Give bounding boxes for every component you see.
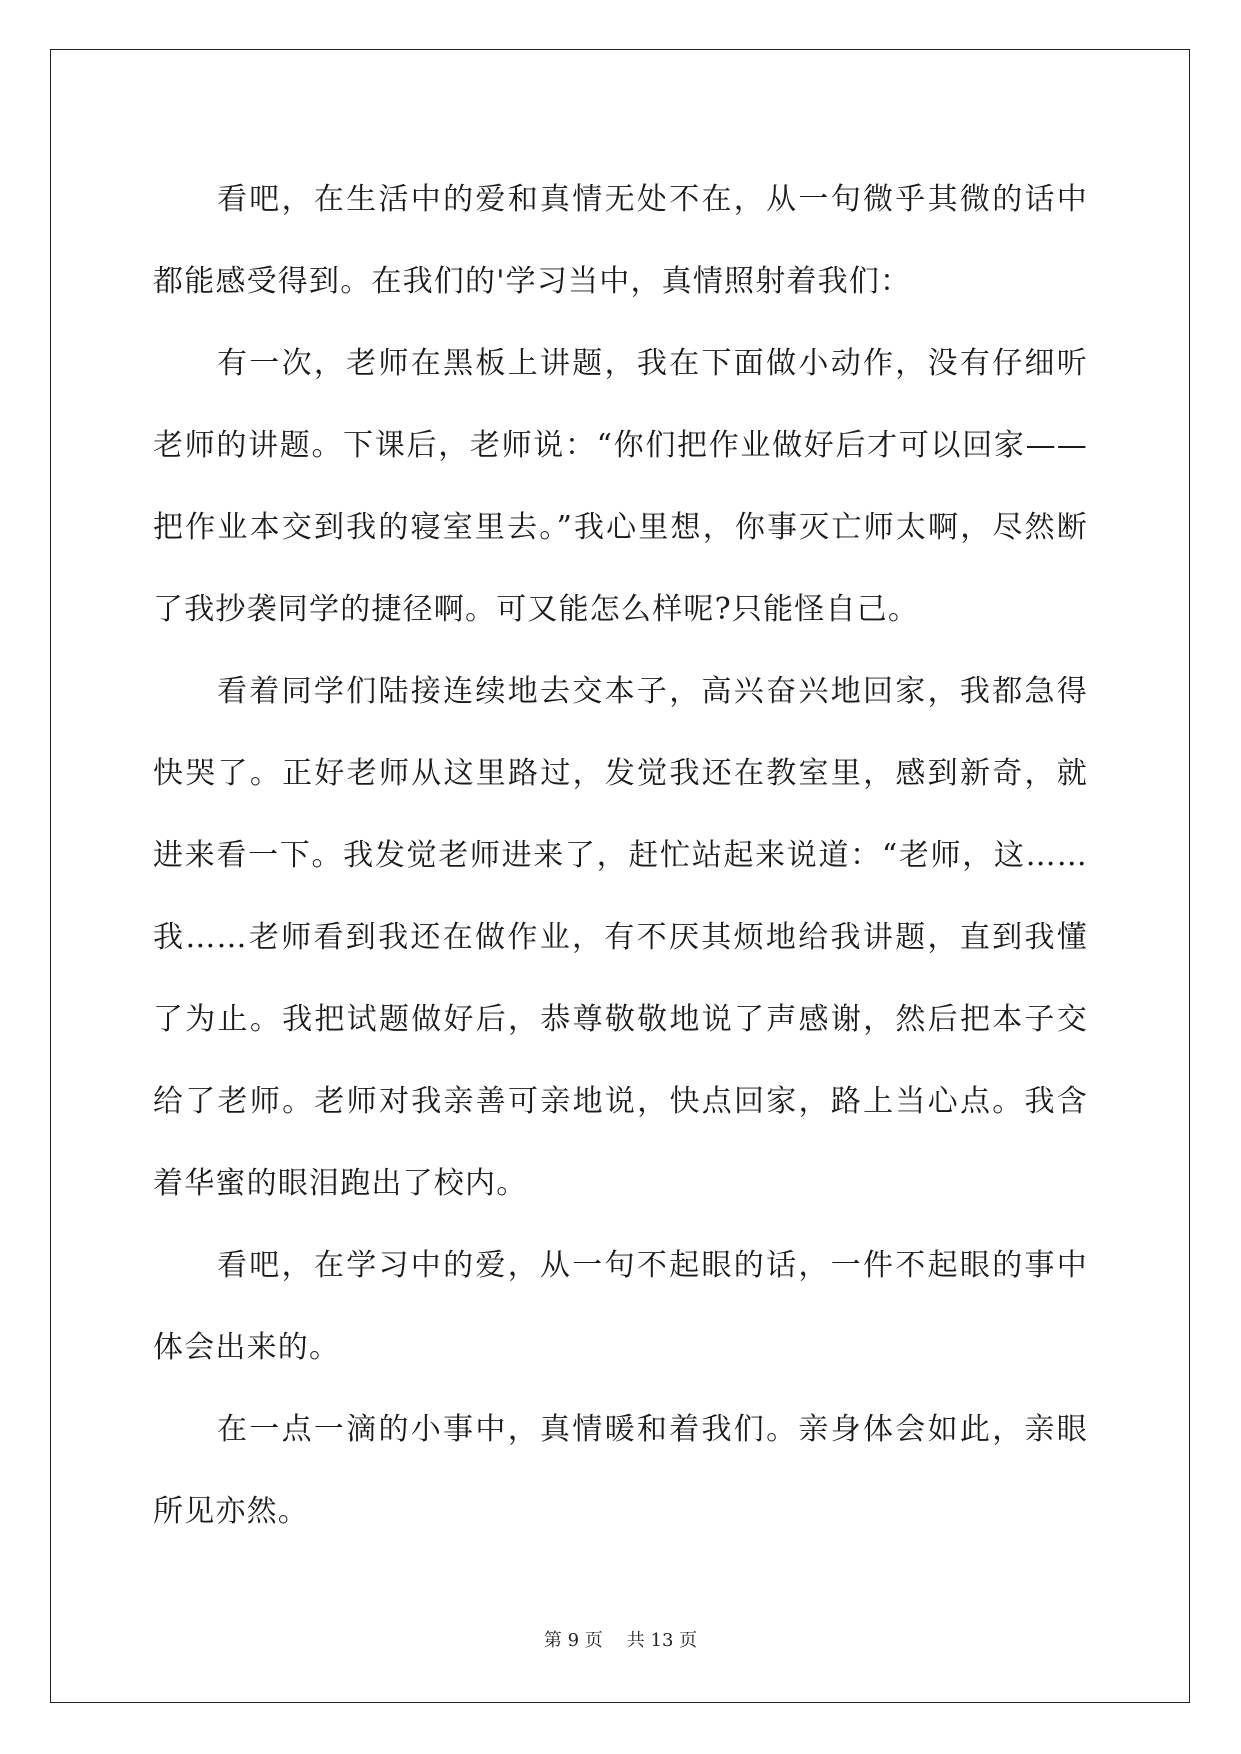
paragraph: 看吧，在学习中的爱，从一句不起眼的话，一件不起眼的事中体会出来的。 (153, 1248, 1088, 1365)
page-number: 第 9 页 (543, 1630, 603, 1651)
page-total: 共 13 页 (626, 1630, 698, 1651)
paragraph: 看着同学们陆接连续地去交本子，高兴奋兴地回家，我都急得快哭了。正好老师从这里路过，发觉我还在教室里，感到新奇，就进来看一下。我发觉老师进来了，赶忙站起来说道：“老师，这……我……老师看到我还在做作业，有不厌其烦地给我讲题，直到我懂了为止。我把试题做好后，恭尊敬敬地说了声感谢，然后把本子交给了老师。老师对我亲善可亲地说，快点回家，路上当心点。我含着华蜜的眼泪跑出了校内。 (153, 674, 1088, 1201)
paragraph: 有一次，老师在黑板上讲题，我在下面做小动作，没有仔细听老师的讲题。下课后，老师说：“你们把作业做好后才可以回家——把作业本交到我的寝室里去。”我心里想，你事灭亡师太啊，尽然断了我抄袭同学的捷径啊。可又能怎么样呢?只能怪自己。 (153, 346, 1088, 627)
page-footer (0, 1626, 1241, 1652)
paragraph: 看吧，在生活中的爱和真情无处不在，从一句微乎其微的话中都能感受得到。在我们的'学习当中，真情照射着我们： (153, 182, 1088, 299)
document-body (153, 159, 1088, 1553)
paragraph: 在一点一滴的小事中，真情暖和着我们。亲身体会如此，亲眼所见亦然。 (153, 1412, 1088, 1529)
